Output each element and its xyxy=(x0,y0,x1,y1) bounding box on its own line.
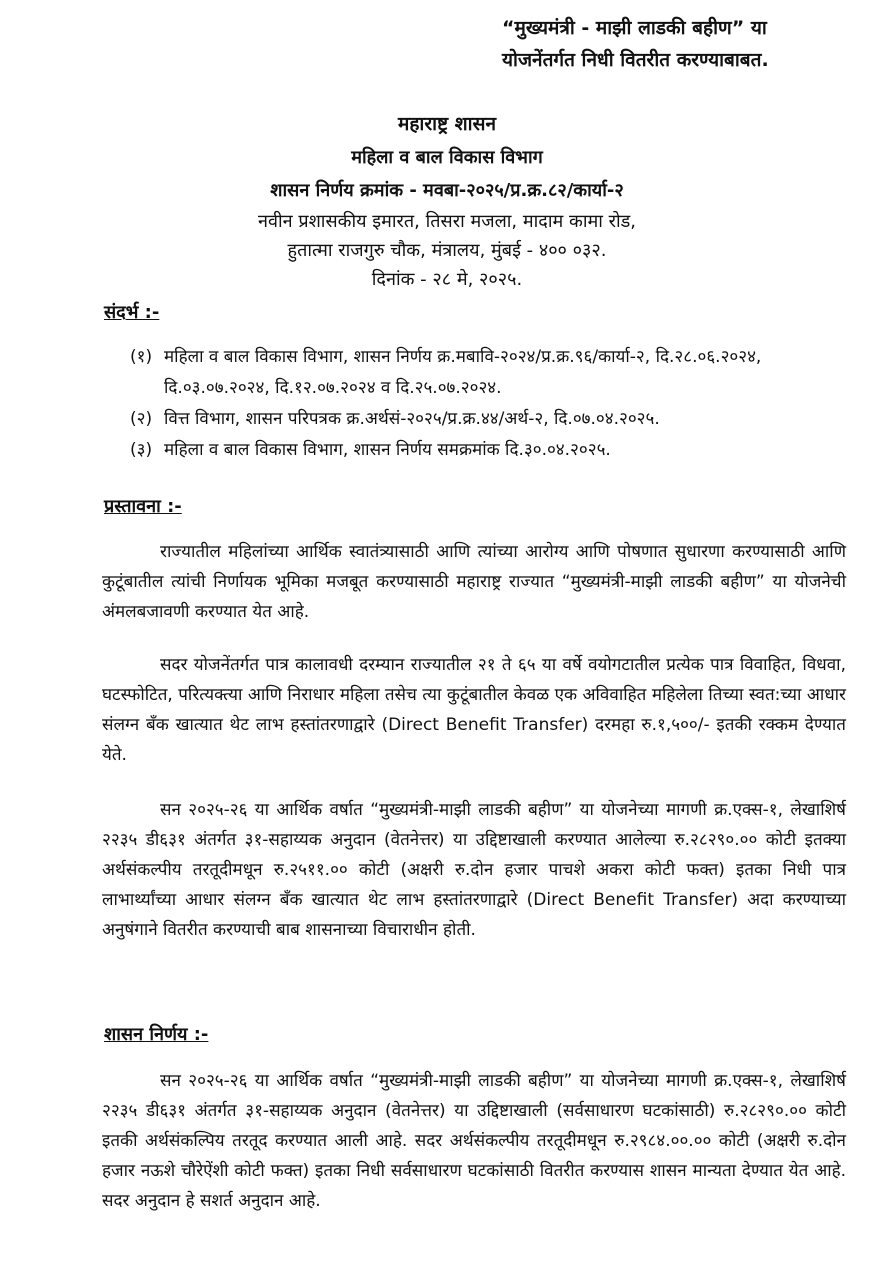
ref-number: (२) xyxy=(130,409,153,429)
department-title: महिला व बाल विकास विभाग xyxy=(351,147,543,168)
ref-number: (१) xyxy=(130,347,153,367)
preamble-paragraph-1: राज्यातील महिलांच्या आर्थिक स्वातंत्र्यासाठी आणि त्यांच्या आरोग्य आणि पोषणात सुधारणा करण्यासाठी आणि कुटूंबातील त्यांची निर्णायक भूमिका मजबूत करण्यासाठी महाराष्ट्र राज्यात “मुख्यमंत्री-माझी लाडकी बहीण” या योजनेची अंमलबजावणी करण्यात येत आहे. xyxy=(102,542,846,622)
preamble-title: प्रस्तावना :- xyxy=(104,496,182,517)
subject-block xyxy=(502,12,842,76)
subject-line-2: योजनेंतर्गत निधी वितरीत करण्याबाबत. xyxy=(502,49,769,71)
list-item xyxy=(130,404,850,435)
subject-line-1: “मुख्यमंत्री - माझी लाडकी बहीण” या xyxy=(502,17,767,39)
list-item xyxy=(130,342,850,404)
address-line-2: हुतात्मा राजगुरु चौक, मंत्रालय, मुंबई - ४०० ०३२. xyxy=(287,240,607,261)
ref-text: वित्त विभाग, शासन परिपत्रक क्र.अर्थसं-२०२५/प्र.क्र.४४/अर्थ-२, दि.०७.०४.२०२५. xyxy=(164,409,660,429)
document-header xyxy=(0,108,894,294)
gr-number: शासन निर्णय क्रमांक - मवबा-२०२५/प्र.क्र.८२/कार्या-२ xyxy=(270,180,624,201)
ref-text: महिला व बाल विकास विभाग, शासन निर्णय क्र.मबावि-२०२४/प्र.क्र.९६/कार्या-२, दि.२८.०६.२०२४, दि.०३.०७.२०२४, दि.१२.०७.२०२४ व दि.२५.०७.२०२४. xyxy=(164,347,762,398)
preamble-paragraph-3: सन २०२५-२६ या आर्थिक वर्षात “मुख्यमंत्री-माझी लाडकी बहीण” या योजनेच्या मागणी क्र.एक्स-१, लेखाशिर्ष २२३५ डी६३१ अंतर्गत ३१-सहाय्यक अनुदान (वेतनेत्तर) या उद्दिष्टाखाली करण्यात आलेल्या रु.२८२९०.०० कोटी इतक्या अर्थसंकल्पीय तरतूदीमधून रु.२५११.०० कोटी (अक्षरी रु.दोन हजार पाचशे अकरा कोटी फक्त) इतका निधी पात्र लाभार्थ्यांच्या आधार संलग्न बँक खात्यात थेट लाभ हस्तांतरणाद्वारे (Direct Benefit Transfer) अदा करण्याच्या अनुषंगाने वितरीत करण्याची बाब शासनाच्या विचाराधीन होती. xyxy=(102,800,846,940)
preamble-paragraph-2: सदर योजनेंतर्गत पात्र कालावधी दरम्यान राज्यातील २१ ते ६५ या वर्षे वयोगटातील प्रत्येक पात्र विवाहित, विधवा, घटस्फोटित, परित्यक्त्या आणि निराधार महिला तसेच त्या कुटूंबातील केवळ एक अविवाहित महिलेला तिच्या स्वत:च्या आधार संलग्न बँक खात्यात थेट लाभ हस्तांतरणाद्वारे (Direct Benefit Transfer) दरमहा रु.१,५००/- इतकी रक्कम देण्यात येते. xyxy=(102,655,846,765)
references-title: संदर्भ :- xyxy=(104,302,160,323)
government-title: महाराष्ट्र शासन xyxy=(397,113,496,135)
references-list xyxy=(130,342,850,466)
address-line-1: नवीन प्रशासकीय इमारत, तिसरा मजला, मादाम कामा रोड, xyxy=(257,211,637,232)
decision-title: शासन निर्णय :- xyxy=(104,1024,209,1045)
list-item xyxy=(130,435,850,466)
document-date: दिनांक - २८ मे, २०२५. xyxy=(371,269,523,290)
decision-paragraph-1: सन २०२५-२६ या आर्थिक वर्षात “मुख्यमंत्री-माझी लाडकी बहीण” या योजनेच्या मागणी क्र.एक्स-१, लेखाशिर्ष २२३५ डी६३१ अंतर्गत ३१-सहाय्यक अनुदान (वेतनेत्तर) या उद्दिष्टाखाली (सर्वसाधारण घटकांसाठी) रु.२८२९०.०० कोटी इतकी अर्थसंकल्पिय तरतूद करण्यात आली आहे. सदर अर्थसंकल्पीय तरतूदीमधून रु.२९८४.००.०० कोटी (अक्षरी रु.दोन हजार नऊशे चौरेऐंशी कोटी फक्त) इतका निधी सर्वसाधारण घटकांसाठी वितरीत करण्यास शासन मान्यता देण्यात येत आहे. सदर अनुदान हे सशर्त अनुदान आहे. xyxy=(102,1071,846,1211)
ref-text: महिला व बाल विकास विभाग, शासन निर्णय समक्रमांक दि.३०.०४.२०२५. xyxy=(164,440,611,460)
ref-number: (३) xyxy=(130,440,153,460)
